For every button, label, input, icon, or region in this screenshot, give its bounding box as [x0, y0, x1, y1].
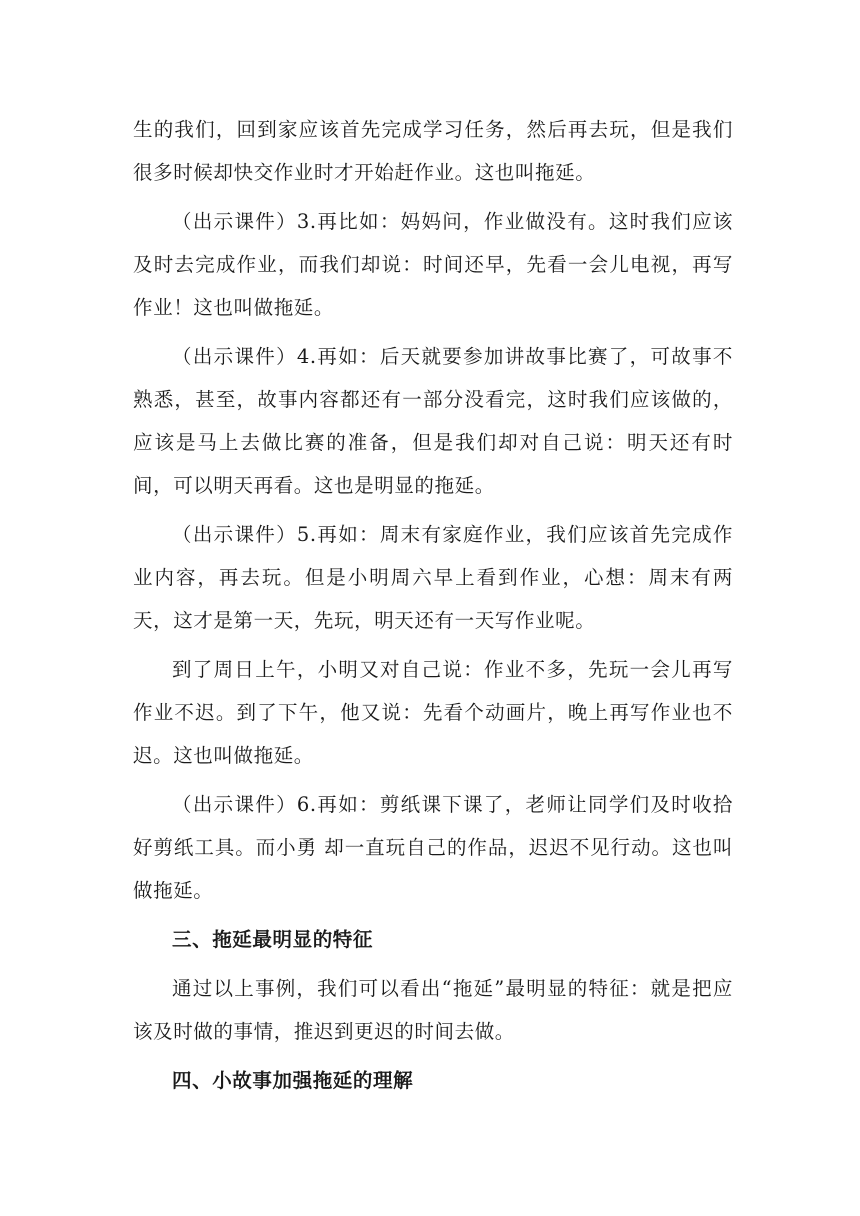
paragraph-procrastination-homework: 生的我们，回到家应该首先完成学习任务，然后再去玩，但是我们很多时候却快交作业时才开始赶作业。这也叫拖延。 [133, 118, 733, 184]
paragraph-example-3: （出示课件）3.再比如：妈妈问，作业做没有。这时我们应该及时去完成作业，而我们却说：时间还早，先看一会儿电视，再写作业！这也叫做拖延。 [133, 210, 733, 319]
paragraph-example-6: （出示课件）6.再如：剪纸课下课了，老师让同学们及时收拾好剪纸工具。而小勇 却一直玩自己的作品，迟迟不见行动。这也叫做拖延。 [133, 793, 733, 902]
paragraph-example-5-continued: 到了周日上午，小明又对自己说：作业不多，先玩一会儿再写作业不迟。到了下午，他又说：先看个动画片，晚上再写作业也不迟。这也叫做拖延。 [133, 658, 733, 767]
document-body [133, 108, 733, 1102]
section-heading-3: 三、拖延最明显的特征 [172, 928, 374, 951]
paragraph-example-4: （出示课件）4.再如：后天就要参加讲故事比赛了，可故事不熟悉，甚至，故事内容都还有一部分没看完，这时我们应该做的，应该是马上去做比赛的准备，但是我们却对自己说：明天还有时间，可以明天再看。这也是明显的拖延。 [133, 345, 733, 497]
paragraph-characteristic: 通过以上事例，我们可以看出“拖延”最明显的特征：就是把应该及时做的事情，推迟到更迟的时间去做。 [133, 977, 733, 1043]
paragraph-example-5: （出示课件）5.再如：周末有家庭作业，我们应该首先完成作业内容，再去玩。但是小明周六早上看到作业，心想：周末有两天，这才是第一天，先玩，明天还有一天写作业呢。 [133, 523, 733, 632]
section-heading-4: 四、小故事加强拖延的理解 [172, 1069, 414, 1092]
